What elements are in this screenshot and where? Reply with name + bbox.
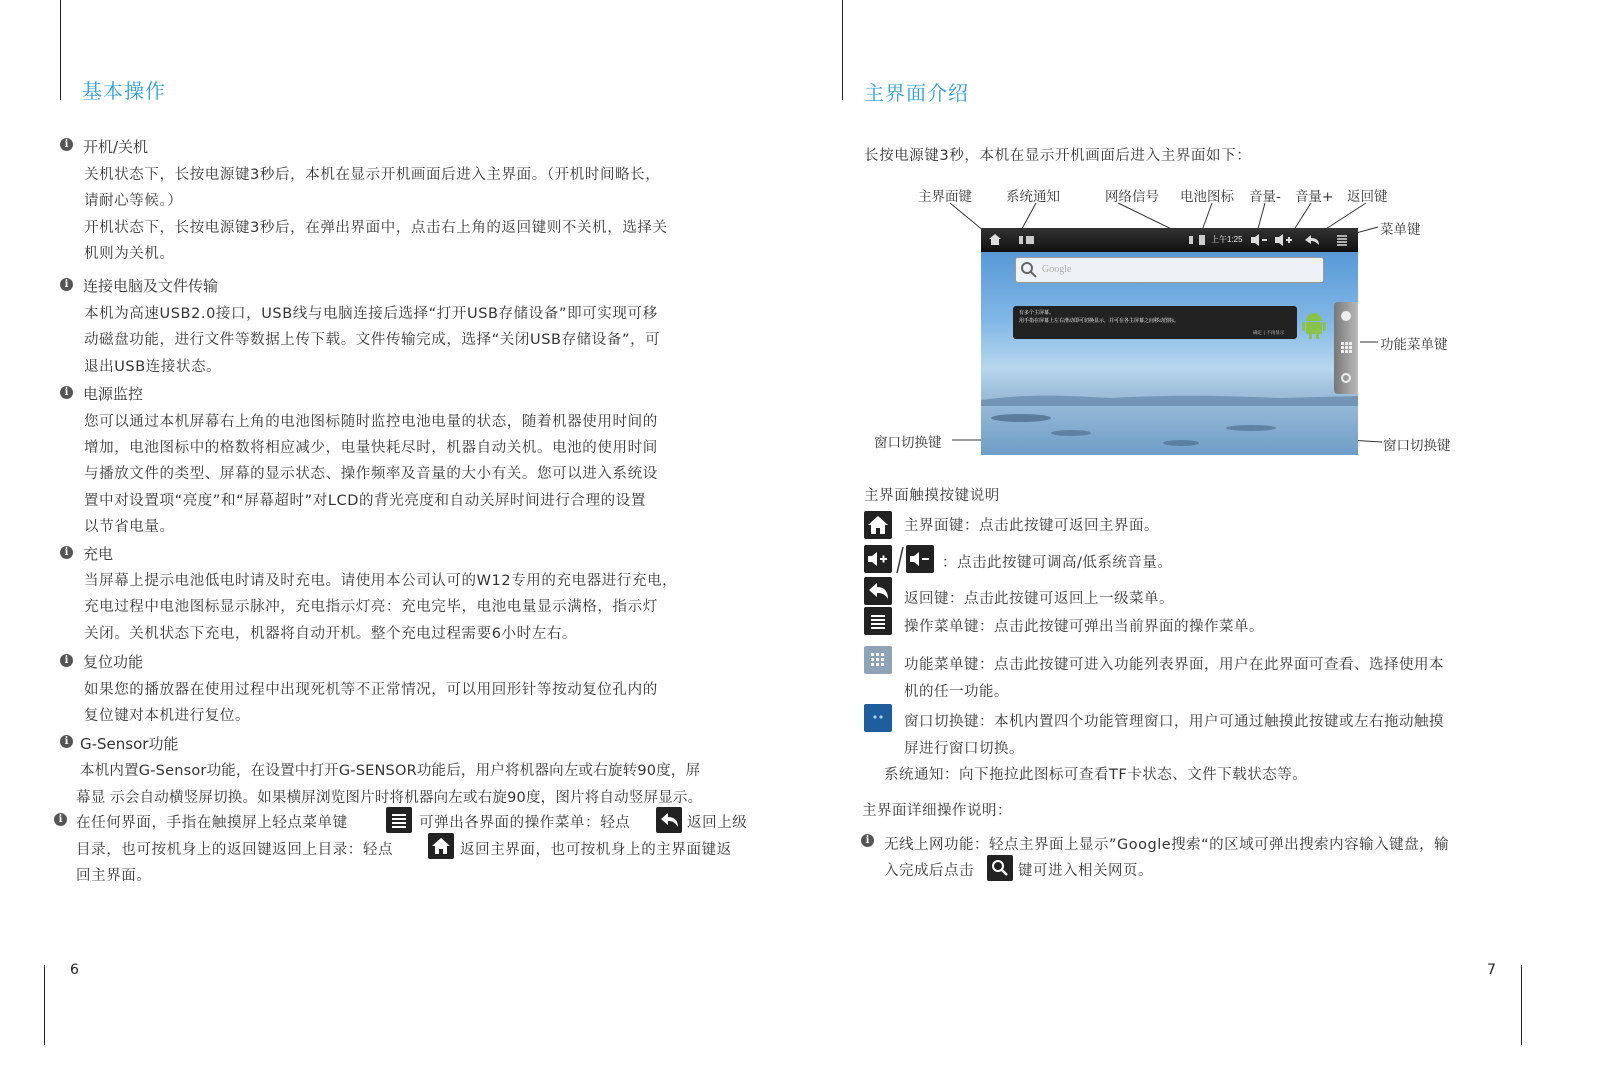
bullet-icon: i xyxy=(60,278,73,291)
key-desc: 主界面键：点击此按键可返回主界面。 xyxy=(904,518,1159,534)
section-title: 连接电脑及文件传输 xyxy=(83,277,219,295)
volume-up-icon xyxy=(864,545,892,573)
bullet-icon: i xyxy=(60,735,73,748)
back-icon xyxy=(864,577,892,605)
tip-text: 有多个主屏幕。 xyxy=(1019,310,1055,316)
key-desc: 窗口切换键：本机内置四个功能管理窗口，用户可通过触摸此按键或左右拖动触摸 xyxy=(904,714,1444,730)
section-title: 开机/关机 xyxy=(83,138,149,156)
section-text: 充电过程中电池图标显示脉冲，充电指示灯亮：充电完毕，电池电量显示满格，指示灯 xyxy=(84,599,658,615)
section-text: 开机状态下，长按电源键3秒后，在弹出界面中，点击右上角的返回键则不关机，选择关 xyxy=(84,220,668,236)
search-icon xyxy=(987,855,1013,881)
key-desc: 功能菜单键：点击此按键可进入功能列表界面，用户在此界面可查看、选择使用本 xyxy=(904,657,1444,673)
section-text: 您可以通过本机屏幕右上角的电池图标随时监控电池电量的状态，随着机器使用时间的 xyxy=(84,414,658,430)
section-text: 本机内置G-Sensor功能，在设置中打开G-SENSOR功能后，用户将机器向左或右旋转90度，屏 xyxy=(80,763,701,779)
left-heading: 基本操作 xyxy=(82,79,166,103)
menu-tip-text: 可弹出各界面的操作菜单：轻点 xyxy=(419,815,631,831)
section-title: G-Sensor功能 xyxy=(80,735,179,753)
slash-divider xyxy=(894,545,906,575)
annotation-window-left: 窗口切换键 xyxy=(874,435,942,451)
key-desc: ：点击此按键可调高/低系统音量。 xyxy=(942,555,1173,571)
menu-tip-text: 返回主界面，也可按机身上的主界面键返 xyxy=(460,842,732,858)
annotation-func-menu: 功能菜单键 xyxy=(1380,337,1448,353)
page-number-left: 6 xyxy=(70,962,79,978)
key-desc: 机的任一功能。 xyxy=(904,684,1009,700)
menu-tip-text: 回主界面。 xyxy=(76,868,152,884)
section-text: 与播放文件的类型、屏幕的显示状态、操作频率及音量的大小有关。您可以进入系统设 xyxy=(84,466,658,482)
section-text: 关机状态下，长按电源键3秒后，本机在显示开机画面后进入主界面。（开机时间略长， xyxy=(84,167,661,183)
menu-icon xyxy=(864,607,892,635)
intro-text: 长按电源键3秒，本机在显示开机画面后进入主界面如下： xyxy=(864,148,1252,164)
touch-title: 主界面触摸按键说明 xyxy=(864,488,1000,504)
bullet-icon: i xyxy=(60,138,73,151)
wifi-desc: 键可进入相关网页。 xyxy=(1018,863,1153,879)
wifi-desc: 无线上网功能：轻点主界面上显示”Google搜索“的区域可弹出搜索内容输入键盘，输 xyxy=(884,837,1450,853)
volume-down-icon xyxy=(906,545,934,573)
annotation-vol-up: 音量+ xyxy=(1295,189,1334,205)
section-text: 复位键对本机进行复位。 xyxy=(84,708,251,724)
section-text: 置中对设置项“亮度”和“屏幕超时”对LCD的背光亮度和自动关屏时间进行合理的设置 xyxy=(84,493,646,509)
section-title: 复位功能 xyxy=(83,653,144,671)
status-time: 上午1:25 xyxy=(1211,235,1243,244)
annotation-home: 主界面键 xyxy=(918,189,972,205)
search-placeholder: Google xyxy=(1042,264,1072,275)
section-text: 如果您的播放器在使用过程中出现死机等不正常情况，可以用回形针等按动复位孔内的 xyxy=(84,682,658,698)
section-text: 本机为高速USB2.0接口，USB线与电脑连接后选择“打开USB存储设备”即可实现可移 xyxy=(84,306,658,322)
annotation-battery: 电池图标 xyxy=(1180,189,1234,205)
notify-desc: 系统通知：向下拖拉此图标可查看TF卡状态、文件下载状态等。 xyxy=(884,767,1308,783)
section-text: 退出USB连接状态。 xyxy=(84,359,222,375)
annotation-signal: 网络信号 xyxy=(1105,189,1159,205)
section-title: 电源监控 xyxy=(83,385,144,403)
bullet-icon: i xyxy=(54,813,67,826)
bullet-icon: i xyxy=(861,834,874,847)
annotation-menu: 菜单键 xyxy=(1380,222,1421,238)
tip-button[interactable]: 确定 | 不再显示 xyxy=(1253,331,1285,336)
section-text: 动磁盘功能，进行文件等数据上传下载。文件传输完成，选择“关闭USB存储设备”，可 xyxy=(84,332,661,348)
grid-icon xyxy=(864,646,892,674)
key-desc: 屏进行窗口切换。 xyxy=(904,741,1024,757)
section-text: 机则为关机。 xyxy=(84,246,175,262)
home-icon xyxy=(864,511,892,539)
bullet-icon: i xyxy=(60,546,73,559)
key-desc: 返回键：点击此按键可返回上一级菜单。 xyxy=(904,591,1174,607)
key-desc: 操作菜单键：点击此按键可弹出当前界面的操作菜单。 xyxy=(904,619,1264,635)
right-heading: 主界面介绍 xyxy=(864,81,969,105)
annotation-back: 返回键 xyxy=(1347,189,1388,205)
menu-tip-text: 目录，也可按机身上的返回键返回上目录：轻点 xyxy=(76,842,394,858)
menu-tip-text: 返回上级 xyxy=(687,815,748,831)
section-text: 关闭。关机状态下充电，机器将自动开机。整个充电过程需要6小时左右。 xyxy=(84,626,578,642)
annotation-notify: 系统通知 xyxy=(1006,189,1060,205)
detail-title: 主界面详细操作说明： xyxy=(862,803,1012,819)
page-number-right: 7 xyxy=(1487,962,1496,978)
wifi-desc: 入完成后点击 xyxy=(884,863,974,879)
section-text: 增加，电池图标中的格数将相应减少，电量快耗尽时，机器自动关机。电池的使用时间 xyxy=(84,440,658,456)
section-title: 充电 xyxy=(83,545,114,563)
bullet-icon: i xyxy=(60,654,73,667)
landscape-image xyxy=(981,228,1358,455)
menu-tip-text: 在任何界面，手指在触摸屏上轻点菜单键 xyxy=(76,815,348,831)
home-screen-image xyxy=(981,228,1358,455)
section-text: 幕显 示会自动横竖屏切换。如果横屏浏览图片时将机器向左或右旋90度，图片将自动竖屏显示。 xyxy=(76,790,703,806)
annotation-window-right: 窗口切换键 xyxy=(1383,438,1451,454)
section-text: 以节省电量。 xyxy=(84,519,175,535)
section-text: 请耐心等候。） xyxy=(84,193,183,209)
section-text: 当屏幕上提示电池低电时请及时充电。请使用本公司认可的W12专用的充电器进行充电， xyxy=(84,573,678,589)
bullet-icon: i xyxy=(60,386,73,399)
annotation-vol-down: 音量- xyxy=(1249,189,1281,205)
tip-text: 用手指在屏幕上左右滑动即可切换显示，并可在各主屏幕之间移动图标。 xyxy=(1019,318,1180,324)
window-icon xyxy=(864,704,892,732)
